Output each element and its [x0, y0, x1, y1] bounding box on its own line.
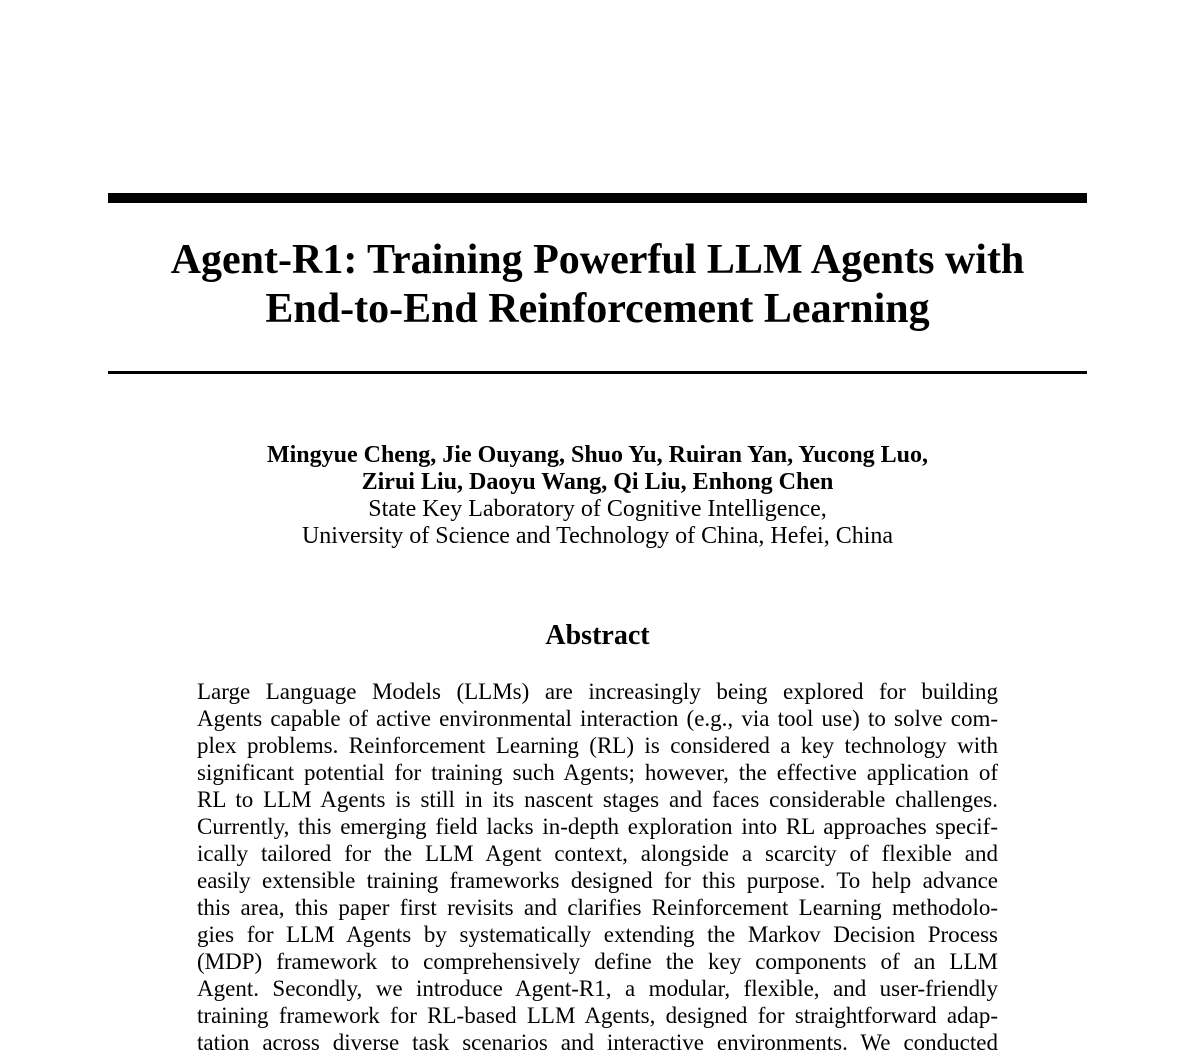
title-line: Agent-R1: Training Powerful LLM Agents with: [170, 237, 1025, 283]
title-top-rule: [108, 193, 1087, 203]
abstract-line: significant potential for training such Agents; however, the effective application of: [197, 760, 998, 785]
title-bottom-rule: [108, 371, 1087, 374]
author-block: [108, 442, 1087, 550]
affiliation-line: State Key Laboratory of Cognitive Intelligence,: [368, 496, 827, 522]
abstract-line: plex problems. Reinforcement Learning (RL) is considered a key technology with: [197, 733, 998, 758]
affiliation-line: University of Science and Technology of China, Hefei, China: [301, 523, 894, 549]
abstract-body: [197, 678, 998, 1056]
paper-title: [108, 236, 1087, 334]
title-line: End-to-End Reinforcement Learning: [265, 286, 930, 332]
abstract-line: Agents capable of active environmental interaction (e.g., via tool use) to solve com-: [197, 706, 998, 731]
abstract-line: gies for LLM Agents by systematically extending the Markov Decision Process: [197, 922, 998, 947]
abstract-line: Large Language Models (LLMs) are increasingly being explored for building: [197, 679, 998, 704]
author-names-line: Mingyue Cheng, Jie Ouyang, Shuo Yu, Ruiran Yan, Yucong Luo,: [266, 442, 929, 468]
abstract-line: this area, this paper first revisits and clarifies Reinforcement Learning methodolo-: [197, 895, 998, 920]
abstract-line: Currently, this emerging field lacks in-depth exploration into RL approaches specif-: [197, 814, 998, 839]
abstract-line: training framework for RL-based LLM Agents, designed for straightforward adap-: [197, 1003, 998, 1028]
abstract-line: tation across diverse task scenarios and interactive environments. We conducted: [197, 1030, 998, 1055]
abstract-line: ically tailored for the LLM Agent context, alongside a scarcity of flexible and: [197, 841, 998, 866]
abstract-line: RL to LLM Agents is still in its nascent stages and faces considerable challenges.: [197, 787, 998, 812]
author-names-line: Zirui Liu, Daoyu Wang, Qi Liu, Enhong Chen: [361, 469, 834, 495]
abstract-line: Agent. Secondly, we introduce Agent-R1, a modular, flexible, and user-friendly: [197, 976, 998, 1001]
abstract-heading: Abstract: [545, 620, 650, 651]
abstract-line: (MDP) framework to comprehensively define the key components of an LLM: [197, 949, 998, 974]
abstract-line: easily extensible training frameworks designed for this purpose. To help advance: [197, 868, 998, 893]
